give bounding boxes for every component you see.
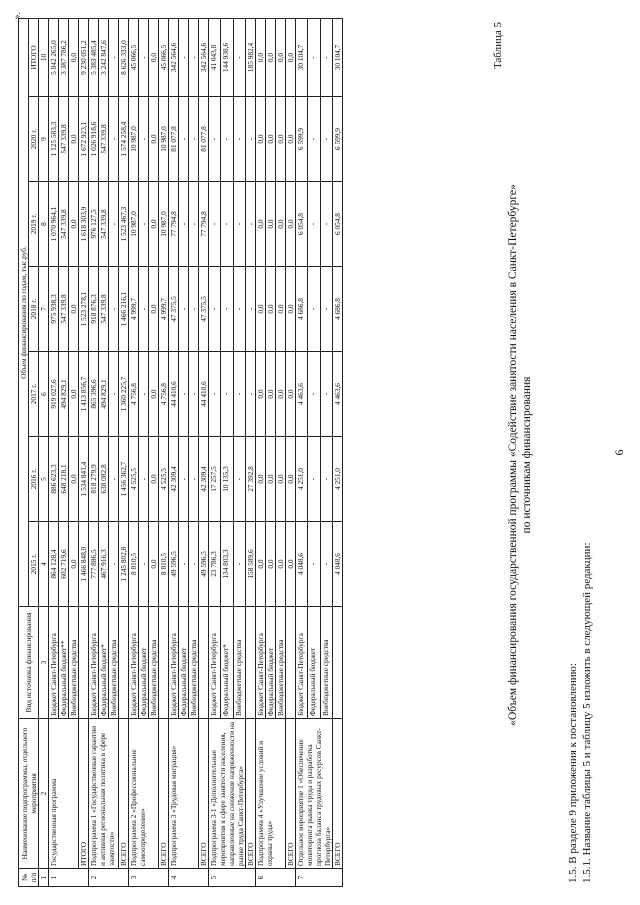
amount-cell: 976 127,5: [89, 182, 99, 267]
amount-cell: -: [221, 182, 233, 267]
amount-cell: -: [109, 267, 119, 352]
table-row: [129, 18, 139, 886]
row-source: Бюджет Санкт-Петербурга: [89, 607, 99, 719]
table-total-row: [286, 18, 296, 886]
amount-cell: 41 043,8: [209, 18, 221, 96]
amount-cell: 134 803,3: [221, 522, 233, 607]
table-row: [49, 18, 59, 886]
column-number: 2: [39, 719, 49, 869]
amount-cell: -: [109, 18, 119, 96]
amount-cell: 10 987,0: [129, 97, 139, 182]
amount-cell: 42 309,4: [169, 437, 179, 522]
row-source: Федеральный бюджет: [266, 607, 276, 719]
row-source: Внебюджетные средства: [149, 607, 159, 719]
amount-cell: 1 026 918,6: [89, 97, 99, 182]
total-amount-cell: -: [246, 352, 256, 437]
table-total-row: [119, 18, 129, 886]
amount-cell: 0,0: [149, 267, 159, 352]
amount-cell: 44 410,6: [169, 352, 179, 437]
row-source: Федеральный бюджет: [139, 607, 149, 719]
column-number: 1: [39, 869, 49, 887]
total-label: ВСЕГО: [286, 719, 296, 869]
amount-cell: 5 842 265,0: [49, 18, 59, 96]
row-number: 5: [209, 869, 256, 887]
row-number: 2: [89, 869, 129, 887]
total-amount-cell: 158 589,6: [246, 522, 256, 607]
amount-cell: -: [233, 18, 245, 96]
table-row: [256, 18, 266, 886]
amount-cell: -: [189, 97, 199, 182]
table-total-row: [246, 18, 256, 886]
total-amount-cell: 1 534 841,4: [79, 437, 89, 522]
amount-cell: 77 794,8: [169, 182, 179, 267]
table-caption: Таблица 5: [492, 22, 504, 70]
total-amount-cell: 4 756,8: [159, 352, 169, 437]
total-amount-cell: 4 463,6: [333, 352, 343, 437]
total-amount-cell: 0,0: [286, 437, 296, 522]
total-amount-cell: 44 410,6: [199, 352, 209, 437]
amount-cell: -: [189, 437, 199, 522]
total-source-empty: [286, 607, 296, 719]
amount-cell: -: [221, 267, 233, 352]
total-amount-cell: 6 599,9: [333, 97, 343, 182]
amount-cell: -: [109, 97, 119, 182]
amount-cell: 4 048,6: [296, 522, 308, 607]
row-number: 1: [49, 869, 89, 887]
header-year: 2015 г.: [29, 522, 39, 607]
amount-cell: -: [189, 352, 199, 437]
header-year: 2018 г.: [29, 267, 39, 352]
amount-cell: 4 463,6: [296, 352, 308, 437]
total-amount-cell: -: [246, 267, 256, 352]
heading-line: по источникам финансирования: [521, 376, 533, 534]
amount-cell: -: [308, 18, 320, 96]
total-amount-cell: 9 230 051,2: [79, 18, 89, 96]
amount-cell: 10 135,3: [221, 437, 233, 522]
amount-cell: 0,0: [266, 437, 276, 522]
amount-cell: -: [320, 522, 332, 607]
amount-cell: 0,0: [266, 267, 276, 352]
total-amount-cell: 1 413 856,7: [79, 352, 89, 437]
total-source-empty: [199, 607, 209, 719]
total-label: ВСЕГО: [333, 719, 343, 869]
amount-cell: -: [233, 267, 245, 352]
amount-cell: -: [233, 522, 245, 607]
amount-cell: -: [308, 97, 320, 182]
amount-cell: 47 375,5: [169, 267, 179, 352]
amount-cell: 0,0: [276, 97, 286, 182]
amount-cell: 0,0: [256, 437, 266, 522]
amount-cell: 0,0: [266, 182, 276, 267]
amount-cell: 0,0: [276, 522, 286, 607]
total-amount-cell: -: [246, 97, 256, 182]
amount-cell: 6 599,9: [296, 97, 308, 182]
amount-cell: 8 810,5: [129, 522, 139, 607]
total-amount-cell: 4 999,7: [159, 267, 169, 352]
total-amount-cell: 0,0: [286, 522, 296, 607]
amount-cell: 0,0: [69, 182, 79, 267]
heading-line: «Объем финансирования государственной программы «Содействие занятости населения в Санкт-Петербурге»: [507, 184, 519, 726]
amount-cell: -: [139, 352, 149, 437]
total-amount-cell: 10 987,0: [159, 182, 169, 267]
amount-cell: -: [139, 97, 149, 182]
amount-cell: 547 339,8: [59, 97, 69, 182]
row-source: Федеральный бюджет: [179, 607, 189, 719]
total-amount-cell: 1 245 802,8: [119, 522, 129, 607]
amount-cell: -: [139, 182, 149, 267]
row-source: Федеральный бюджет: [308, 607, 320, 719]
total-amount-cell: 1 466 848,0: [79, 522, 89, 607]
amount-cell: -: [308, 352, 320, 437]
amount-cell: -: [179, 267, 189, 352]
amount-cell: 0,0: [256, 97, 266, 182]
amount-cell: 467 916,3: [99, 522, 109, 607]
total-amount-cell: 30 104,7: [333, 18, 343, 96]
amount-cell: 17 257,5: [209, 437, 221, 522]
amount-cell: -: [109, 522, 119, 607]
total-amount-cell: 1 360 225,7: [119, 352, 129, 437]
total-amount-cell: 27 392,8: [246, 437, 256, 522]
amount-cell: 0,0: [266, 97, 276, 182]
amount-cell: 0,0: [149, 97, 159, 182]
amount-cell: 0,0: [266, 522, 276, 607]
amount-cell: -: [233, 437, 245, 522]
row-source: Бюджет Санкт-Петербурга: [256, 607, 266, 719]
amount-cell: 918 876,3: [89, 267, 99, 352]
closing-quote-mark: ».: [12, 12, 23, 20]
amount-cell: -: [139, 522, 149, 607]
column-number: 3: [39, 607, 49, 719]
amount-cell: -: [320, 267, 332, 352]
row-program-name: Подпрограмма 3 «Трудовая миграция»: [169, 719, 199, 869]
header-name: Наименование подпрограммы, отдельного мероприятия: [19, 719, 39, 869]
amount-cell: 4 251,0: [296, 437, 308, 522]
amount-cell: 81 077,8: [169, 97, 179, 182]
amount-cell: -: [139, 18, 149, 96]
table-row: [296, 18, 308, 886]
amount-cell: 23 786,3: [209, 522, 221, 607]
amount-cell: 1 070 964,1: [49, 182, 59, 267]
row-source: Внебюджетные средства: [320, 607, 332, 719]
row-program-name: Государственная программа: [49, 719, 79, 869]
amount-cell: 3 242 847,6: [99, 18, 109, 96]
amount-cell: 648 218,1: [59, 437, 69, 522]
amount-cell: -: [308, 437, 320, 522]
amount-cell: 494 829,1: [99, 352, 109, 437]
page-number: 6: [612, 449, 626, 456]
amount-cell: 30 104,7: [296, 18, 308, 96]
amount-cell: -: [233, 97, 245, 182]
amount-cell: 547 339,8: [59, 182, 69, 267]
amount-cell: -: [139, 437, 149, 522]
intro-paragraph: 1.5.1. Название таблицы 5 и таблицу 5 изложить в следующей редакции:: [581, 542, 593, 883]
total-amount-cell: 6 054,8: [333, 182, 343, 267]
total-source-empty: [246, 607, 256, 719]
amount-cell: -: [221, 352, 233, 437]
amount-cell: 547 339,8: [99, 267, 109, 352]
amount-cell: 818 279,9: [89, 437, 99, 522]
amount-cell: -: [209, 267, 221, 352]
table-row: [209, 18, 221, 886]
amount-cell: -: [209, 352, 221, 437]
amount-cell: 0,0: [149, 522, 159, 607]
table-total-row: [159, 18, 169, 886]
total-amount-cell: 1 618 303,9: [79, 182, 89, 267]
amount-cell: 0,0: [276, 18, 286, 96]
amount-cell: 0,0: [149, 182, 159, 267]
amount-cell: 0,0: [69, 267, 79, 352]
header-num: № п/п: [19, 869, 39, 887]
amount-cell: -: [109, 437, 119, 522]
total-amount-cell: 0,0: [286, 18, 296, 96]
amount-cell: -: [320, 97, 332, 182]
amount-cell: 49 596,5: [169, 522, 179, 607]
amount-cell: 10 987,0: [129, 182, 139, 267]
column-number: 9: [39, 97, 49, 182]
row-program-name: Подпрограмма 1 «Государственные гарантии и активная региональная политика в сфере занятости»: [89, 719, 119, 869]
total-amount-cell: 1 523 467,3: [119, 182, 129, 267]
amount-cell: 0,0: [149, 352, 159, 437]
header-total: ИТОГО: [29, 18, 39, 96]
table-total-row: [79, 18, 89, 886]
total-source-empty: [159, 607, 169, 719]
total-amount-cell: 4 251,0: [333, 437, 343, 522]
amount-cell: -: [179, 352, 189, 437]
total-amount-cell: 0,0: [286, 267, 296, 352]
column-number: 10: [39, 18, 49, 96]
row-number: 3: [129, 869, 169, 887]
header-years-group: Объем финансирования по годам, тыс.руб.: [19, 18, 29, 606]
row-source: Бюджет Санкт-Петербурга: [129, 607, 139, 719]
amount-cell: 547 339,8: [99, 97, 109, 182]
amount-cell: -: [179, 522, 189, 607]
column-number: 8: [39, 182, 49, 267]
amount-cell: -: [233, 182, 245, 267]
amount-cell: -: [320, 18, 332, 96]
amount-cell: -: [109, 352, 119, 437]
amount-cell: 0,0: [69, 97, 79, 182]
header-year: 2020 г.: [29, 97, 39, 182]
amount-cell: 864 128,4: [49, 522, 59, 607]
amount-cell: 0,0: [256, 522, 266, 607]
amount-cell: 0,0: [69, 522, 79, 607]
amount-cell: 602 719,6: [59, 522, 69, 607]
total-amount-cell: 10 987,0: [159, 97, 169, 182]
amount-cell: 0,0: [149, 437, 159, 522]
row-source: Бюджет Санкт-Петербурга: [49, 607, 59, 719]
amount-cell: 0,0: [69, 352, 79, 437]
amount-cell: -: [139, 267, 149, 352]
amount-cell: 494 829,1: [59, 352, 69, 437]
total-amount-cell: 1 523 278,1: [79, 267, 89, 352]
total-amount-cell: 0,0: [286, 182, 296, 267]
amount-cell: 4 756,8: [129, 352, 139, 437]
row-source: Внебюджетные средства: [109, 607, 119, 719]
row-source: Федеральный бюджет*: [221, 607, 233, 719]
amount-cell: 0,0: [256, 182, 266, 267]
amount-cell: 547 339,8: [99, 182, 109, 267]
row-number: 6: [256, 869, 296, 887]
amount-cell: -: [308, 522, 320, 607]
column-number: 7: [39, 267, 49, 352]
amount-cell: -: [179, 97, 189, 182]
amount-cell: -: [221, 97, 233, 182]
amount-cell: -: [179, 437, 189, 522]
amount-cell: -: [179, 18, 189, 96]
amount-cell: 0,0: [276, 182, 286, 267]
amount-cell: 342 564,6: [169, 18, 179, 96]
total-amount-cell: 42 309,4: [199, 437, 209, 522]
amount-cell: 0,0: [256, 267, 266, 352]
row-source: Федеральный бюджет**: [59, 607, 69, 719]
amount-cell: -: [189, 18, 199, 96]
amount-cell: -: [209, 182, 221, 267]
amount-cell: -: [308, 182, 320, 267]
total-label: ВСЕГО: [199, 719, 209, 869]
header-year: 2019 г.: [29, 182, 39, 267]
amount-cell: -: [320, 182, 332, 267]
amount-cell: 975 938,3: [49, 267, 59, 352]
amount-cell: 3 387 786,2: [59, 18, 69, 96]
amount-cell: 0,0: [266, 352, 276, 437]
total-amount-cell: 47 375,5: [199, 267, 209, 352]
intro-paragraph: 1.5. В разделе 9 приложения к постановлению:: [567, 663, 579, 883]
row-source: Бюджет Санкт-Петербурга: [209, 607, 221, 719]
total-amount-cell: 81 077,8: [199, 97, 209, 182]
amount-cell: 6 054,8: [296, 182, 308, 267]
total-source-empty: [79, 607, 89, 719]
amount-cell: 4 999,7: [129, 267, 139, 352]
amount-cell: 4 525,5: [129, 437, 139, 522]
column-number: 6: [39, 352, 49, 437]
row-program-name: Подпрограмма 3-1 «Дополнительные мероприятия в сфере занятости населения, направленные на снижение напряженности на рынке труда Санкт-Петербурга»: [209, 719, 246, 869]
amount-cell: 865 396,6: [89, 352, 99, 437]
total-amount-cell: 49 596,5: [199, 522, 209, 607]
total-label: ВСЕГО: [119, 719, 129, 869]
row-number: 7: [296, 869, 343, 887]
total-source-empty: [119, 607, 129, 719]
amount-cell: 0,0: [256, 352, 266, 437]
amount-cell: -: [189, 522, 199, 607]
row-source: Внебюджетные средства: [276, 607, 286, 719]
total-label: ВСЕГО: [246, 719, 256, 869]
total-amount-cell: 4 686,8: [333, 267, 343, 352]
row-program-name: Подпрограмма 4 «Улучшение условий и охраны труда»: [256, 719, 286, 869]
amount-cell: 886 623,3: [49, 437, 59, 522]
amount-cell: 0,0: [266, 18, 276, 96]
total-source-empty: [333, 607, 343, 719]
financing-table: [18, 18, 343, 887]
amount-cell: 777 886,5: [89, 522, 99, 607]
total-amount-cell: 0,0: [286, 352, 296, 437]
amount-cell: 0,0: [69, 18, 79, 96]
total-amount-cell: 1 466 216,1: [119, 267, 129, 352]
row-source: Бюджет Санкт-Петербурга: [169, 607, 179, 719]
amount-cell: -: [308, 267, 320, 352]
amount-cell: -: [189, 267, 199, 352]
total-label: ИТОГО: [79, 719, 89, 869]
table-heading: [506, 95, 534, 815]
amount-cell: 1 125 583,3: [49, 97, 59, 182]
amount-cell: -: [209, 97, 221, 182]
amount-cell: 5 383 485,4: [89, 18, 99, 96]
row-source: Федеральный бюджет*: [99, 607, 109, 719]
row-source: Внебюджетные средства: [69, 607, 79, 719]
column-number: 4: [39, 522, 49, 607]
header-year: 2016 г.: [29, 437, 39, 522]
row-program-name: Отдельное мероприятие 1 «Обеспечение мониторинга рынка труда и разработка прогноза баланса трудовых ресурсов Санкт-Петербурга»: [296, 719, 333, 869]
row-source: Внебюджетные средства: [233, 607, 245, 719]
total-amount-cell: 77 794,8: [199, 182, 209, 267]
total-amount-cell: 1 574 258,4: [119, 97, 129, 182]
total-amount-cell: 185 982,4: [246, 18, 256, 96]
amount-cell: 45 066,5: [129, 18, 139, 96]
total-amount-cell: 0,0: [286, 97, 296, 182]
amount-cell: 4 686,8: [296, 267, 308, 352]
total-amount-cell: -: [246, 182, 256, 267]
amount-cell: -: [189, 182, 199, 267]
total-amount-cell: 1 456 362,7: [119, 437, 129, 522]
row-source: Бюджет Санкт-Петербурга: [296, 607, 308, 719]
table-total-row: [199, 18, 209, 886]
table-total-row: [333, 18, 343, 886]
table-row: [89, 18, 99, 886]
total-amount-cell: 342 564,6: [199, 18, 209, 96]
total-label: ВСЕГО: [159, 719, 169, 869]
total-amount-cell: 8 810,5: [159, 522, 169, 607]
amount-cell: 0,0: [276, 437, 286, 522]
amount-cell: -: [320, 437, 332, 522]
header-source: Вид источника финансирования: [19, 607, 39, 719]
amount-cell: 547 339,8: [59, 267, 69, 352]
amount-cell: 919 027,6: [49, 352, 59, 437]
total-amount-cell: 4 525,5: [159, 437, 169, 522]
column-number: 5: [39, 437, 49, 522]
amount-cell: -: [179, 182, 189, 267]
amount-cell: -: [233, 352, 245, 437]
table-row: [169, 18, 179, 886]
amount-cell: 0,0: [276, 352, 286, 437]
amount-cell: -: [320, 352, 332, 437]
total-amount-cell: 8 626 333,0: [119, 18, 129, 96]
amount-cell: -: [109, 182, 119, 267]
row-source: Внебюджетные средства: [189, 607, 199, 719]
amount-cell: 0,0: [256, 18, 266, 96]
intro-text: [566, 323, 594, 883]
amount-cell: 144 938,6: [221, 18, 233, 96]
row-number: 4: [169, 869, 209, 887]
total-amount-cell: 1 672 923,1: [79, 97, 89, 182]
amount-cell: 0,0: [69, 437, 79, 522]
amount-cell: 0,0: [149, 18, 159, 96]
row-program-name: Подпрограмма 2 «Профессиональное самоопределение»: [129, 719, 159, 869]
total-amount-cell: 4 048,6: [333, 522, 343, 607]
amount-cell: 0,0: [276, 267, 286, 352]
amount-cell: 638 082,8: [99, 437, 109, 522]
total-amount-cell: 45 066,5: [159, 18, 169, 96]
header-year: 2017 г.: [29, 352, 39, 437]
